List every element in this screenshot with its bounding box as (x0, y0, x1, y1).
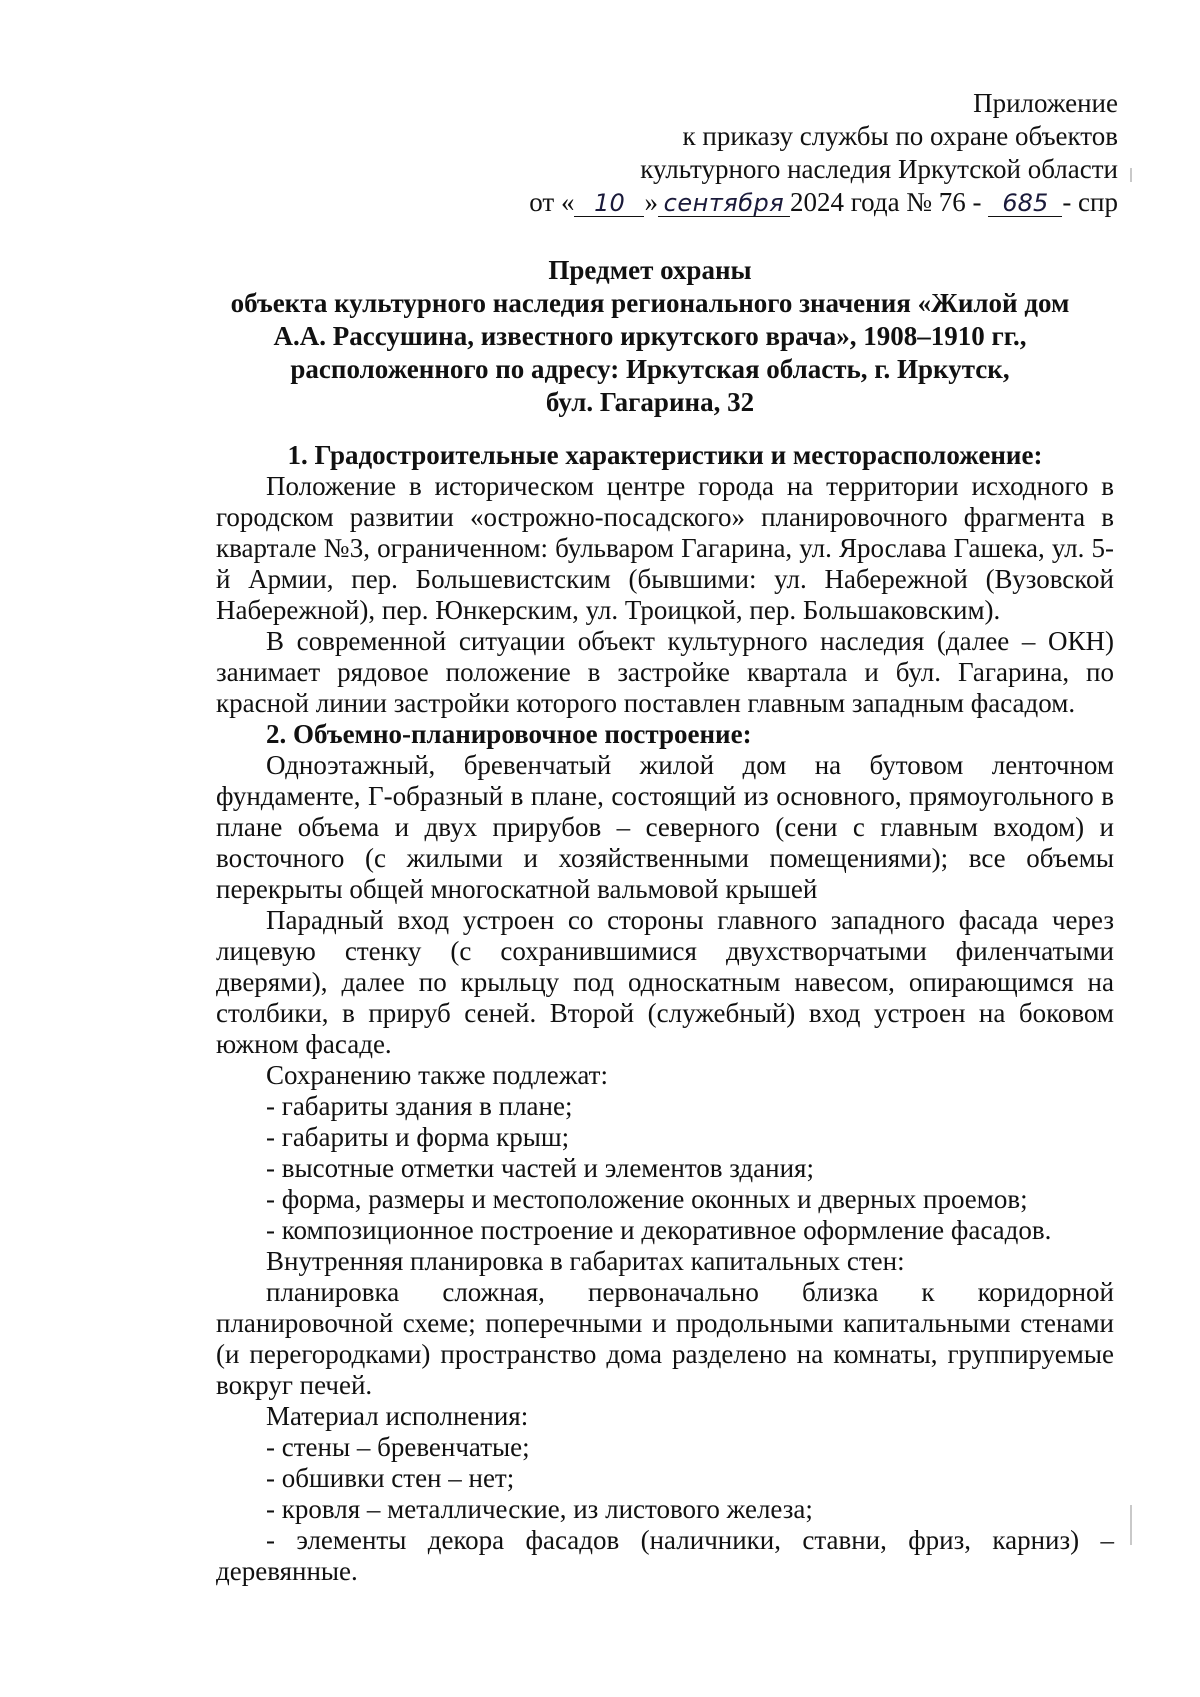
order-reference: к приказу службы по охране объектов (682, 121, 1118, 151)
preserve-item: - высотные отметки частей и элементов здания; (266, 1153, 814, 1183)
scan-artifact (1130, 1505, 1132, 1545)
title-line-4: расположенного по адресу: Иркутская область, г. Иркутск, (290, 354, 1010, 384)
appendix-label: Приложение (973, 88, 1118, 118)
date-prefix: от « (529, 187, 575, 217)
material-item: - обшивки стен – нет; (266, 1463, 515, 1493)
title-line-3: А.А. Рассушина, известного иркутского врача», 1908–1910 гг., (273, 321, 1027, 351)
title-line-1: Предмет охраны (548, 255, 752, 285)
section-2-paragraph-2: Парадный вход устроен со стороны главного западного фасада через лицевую стенку (с сохранившимися двухстворчатыми филенчатыми дверями), далее по крыльцу под односкатным навесом, опирающимся на столбики, в прируб сеней. Второй (служебный) вход устроен на боковом южном фасаде. (216, 905, 1114, 1059)
section-1-paragraph-1: Положение в историческом центре города на территории исходного в городском развитии «острожно-посадского» планировочного фрагмента в квартале №3, ограниченном: бульваром Гагарина, ул. Ярослава Гашека, ул. 5-й Армии, пер. Большевистским (бывшими: ул. Набережной (Вузовской Набережной), пер. Юнкерским, ул. Троицкой, пер. Большаковским). (216, 471, 1114, 625)
preserve-intro: Сохранению также подлежат: (266, 1060, 608, 1090)
preserve-item: - габариты и форма крыш; (266, 1122, 570, 1152)
material-item: - стены – бревенчатые; (266, 1432, 530, 1462)
material-intro: Материал исполнения: (266, 1401, 529, 1431)
order-suffix: - спр (1062, 187, 1118, 217)
layout-intro: Внутренняя планировка в габаритах капитальных стен: (266, 1246, 905, 1276)
handwritten-day: 10 (574, 190, 644, 217)
preserve-item: - форма, размеры и местоположение оконных и дверных проемов; (266, 1184, 1028, 1214)
appendix-header (529, 87, 1118, 219)
document-body (216, 440, 1114, 1587)
document-title (200, 254, 1100, 419)
section-2-heading: 2. Объемно-планировочное построение: (266, 719, 752, 749)
scan-artifact (1130, 168, 1132, 182)
preserve-item: - габариты здания в плане; (266, 1091, 573, 1121)
handwritten-month: сентября (658, 190, 790, 217)
title-line-5: бул. Гагарина, 32 (545, 387, 755, 417)
authority-name: культурного наследия Иркутской области (640, 154, 1118, 184)
material-item: - кровля – металлические, из листового железа; (266, 1494, 813, 1524)
material-item: - элементы декора фасадов (наличники, ставни, фриз, карниз) – деревянные. (216, 1525, 1114, 1586)
section-1-heading: 1. Градостроительные характеристики и месторасположение: (287, 440, 1043, 470)
date-year: 2024 года № 76 - (789, 187, 982, 217)
handwritten-order-number: 685 (988, 190, 1062, 217)
section-2-paragraph-1: Одноэтажный, бревенчатый жилой дом на бутовом ленточном фундаменте, Г-образный в плане, состоящий из основного, прямоугольного в плане объема и двух прирубов – северного (сени с главным входом) и восточного (с жилыми и хозяйственными помещениями); все объемы перекрыты общей многоскатной вальмовой крышей (216, 750, 1114, 904)
title-line-2: объекта культурного наследия регионального значения «Жилой дом (230, 288, 1070, 318)
section-1-paragraph-2: В современной ситуации объект культурного наследия (далее – ОКН) занимает рядовое положение в застройке квартала и бул. Гагарина, по красной линии застройки которого поставлен главным западным фасадом. (216, 626, 1114, 718)
preserve-item: - композиционное построение и декоративное оформление фасадов. (266, 1215, 1052, 1245)
layout-text: планировка сложная, первоначально близка к коридорной планировочной схеме; поперечными и продольными капитальными стенами (и перегородками) пространство дома разделено на комнаты, группируемые вокруг печей. (216, 1277, 1114, 1400)
order-date-line (529, 186, 1118, 219)
date-mid: » (644, 187, 658, 217)
